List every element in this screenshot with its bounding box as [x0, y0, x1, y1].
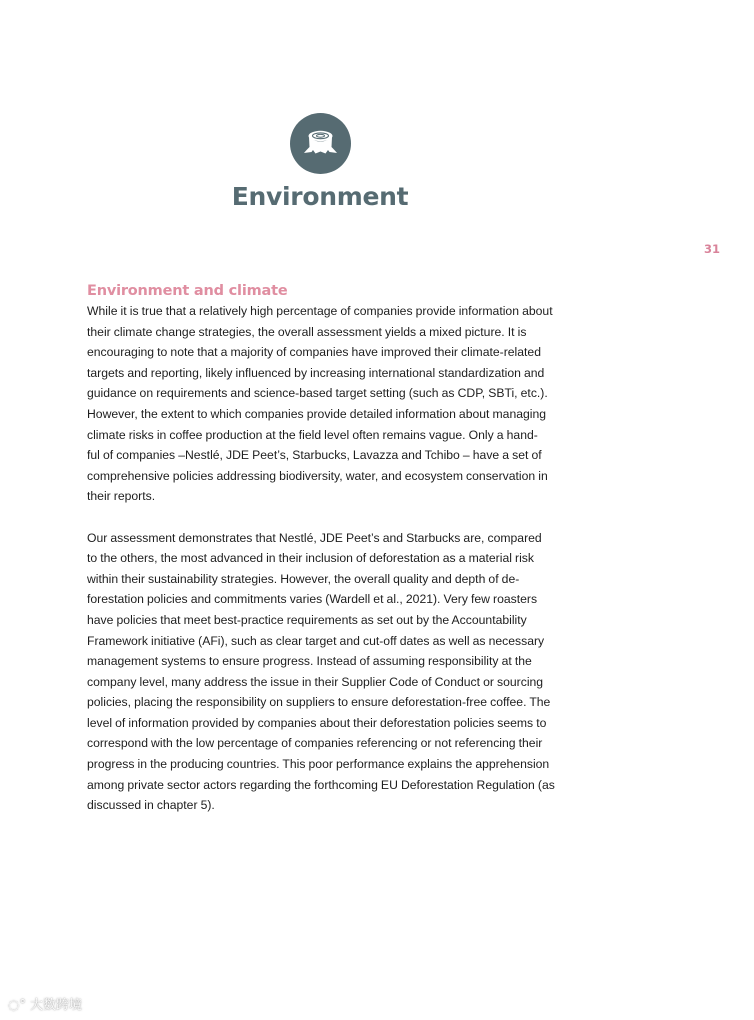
text-line: to the others, the most advanced in their inclusion of deforestation as a material risk: [87, 551, 534, 566]
text-line: level of information provided by companies about their deforestation policies seems to: [87, 715, 547, 730]
page-title: Environment: [231, 182, 409, 211]
watermark-text: 大数跨境: [29, 998, 82, 1013]
text-line: comprehensive policies addressing biodiversity, water, and ecosystem conservation in: [87, 468, 548, 483]
text-line: policies, placing the responsibility on suppliers to ensure deforestation-free coffee. The: [87, 695, 551, 710]
text-line: have policies that meet best-practice requirements as set out by the Accountability: [87, 612, 527, 627]
tree-stump-icon: [303, 127, 338, 160]
text-line: encouraging to note that a majority of companies have improved their climate-related: [87, 345, 541, 360]
watermark-logo-icon: ◌°: [8, 998, 26, 1013]
text-line: among private sector actors regarding the forthcoming EU Deforestation Regulation (as: [87, 777, 555, 792]
text-line: guidance on requirements and science-based target setting (such as CDP, SBTi, etc.).: [87, 386, 548, 401]
text-line: their climate change strategies, the overall assessment yields a mixed picture. It is: [87, 324, 527, 339]
text-line: While it is true that a relatively high percentage of companies provide information about: [87, 304, 553, 318]
text-line: progress in the producing countries. This poor performance explains the apprehension: [87, 757, 550, 772]
text-line: Framework initiative (AFi), such as clear target and cut-off dates as well as necessary: [87, 633, 545, 648]
text-line: company level, many address the issue in their Supplier Code of Conduct or sourcing: [87, 674, 544, 689]
text-line: However, the extent to which companies provide detailed information about managing: [87, 406, 547, 421]
text-line: climate risks in coffee production at the field level often remains vague. Only a hand-: [87, 427, 538, 442]
page-number: 31: [703, 242, 720, 256]
text-line: management systems to ensure progress. Instead of assuming responsibility at the: [87, 654, 532, 669]
text-line: forestation policies and commitments varies (Wardell et al., 2021). Very few roasters: [87, 592, 538, 607]
text-line: discussed in chapter 5).: [87, 798, 215, 813]
text-line: targets and reporting, likely influenced by increasing international standardization and: [87, 365, 545, 380]
text-line: their reports.: [87, 489, 156, 504]
paragraph-2: [87, 528, 587, 816]
paragraph-gap: [87, 507, 587, 528]
article-body: [87, 281, 587, 816]
text-line: within their sustainability strategies. However, the overall quality and depth of de-: [87, 571, 520, 586]
text-line: ful of companies –Nestlé, JDE Peet’s, Starbucks, Lavazza and Tchibo – have a set of: [87, 448, 542, 463]
paragraph-1: [87, 301, 587, 507]
section-heading: Environment and climate: [87, 283, 288, 299]
watermark: [8, 994, 82, 1013]
text-line: correspond with the low percentage of companies referencing or not referencing their: [87, 736, 543, 751]
section-icon-badge: [290, 113, 351, 174]
text-line: Our assessment demonstrates that Nestlé, JDE Peet’s and Starbucks are, compared: [87, 530, 542, 545]
